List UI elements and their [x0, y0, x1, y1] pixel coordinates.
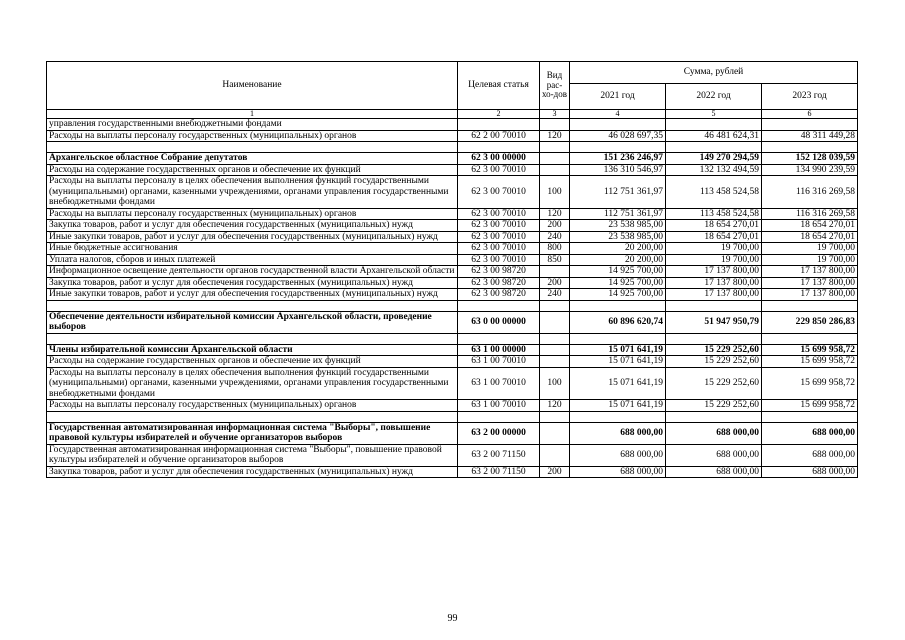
- row-sum-2022: 18 654 270,01: [666, 231, 762, 243]
- row-target-code: 63 2 00 71150: [458, 444, 540, 466]
- row-sum-2023: [762, 333, 858, 344]
- row-sum-2022: 688 000,00: [666, 422, 762, 444]
- row-sum-2022: 46 481 624,31: [666, 130, 762, 142]
- row-name: Расходы на содержание государственных органов и обеспечение их функций: [47, 164, 458, 176]
- table-row: [47, 356, 858, 368]
- row-sum-2022: 15 229 252,60: [666, 367, 762, 400]
- row-sum-2021: [570, 333, 666, 344]
- row-sum-2022: 15 229 252,60: [666, 356, 762, 368]
- row-expense-type: 120: [540, 130, 570, 142]
- row-expense-type: [540, 444, 570, 466]
- row-expense-type: [540, 422, 570, 444]
- row-name: Расходы на содержание государственных органов и обеспечение их функций: [47, 356, 458, 368]
- row-sum-2022: 113 458 524,58: [666, 208, 762, 220]
- row-expense-type: 240: [540, 231, 570, 243]
- row-target-code: [458, 142, 540, 153]
- row-sum-2021: 20 200,00: [570, 254, 666, 266]
- row-sum-2023: 688 000,00: [762, 422, 858, 444]
- row-name: Закупка товаров, работ и услуг для обеспечения государственных (муниципальных) нужд: [47, 220, 458, 232]
- row-target-code: 62 3 00 70010: [458, 254, 540, 266]
- row-sum-2023: 229 850 286,83: [762, 311, 858, 333]
- row-sum-2023: 15 699 958,72: [762, 367, 858, 400]
- row-sum-2022: 17 137 800,00: [666, 289, 762, 301]
- table-row: [47, 231, 858, 243]
- row-name: Государственная автоматизированная информационная система "Выборы", повышение правовой культуры избирателей и обучение организаторов выборов: [47, 422, 458, 444]
- row-target-code: 63 2 00 71150: [458, 466, 540, 478]
- row-expense-type: 800: [540, 243, 570, 255]
- table-row: [47, 333, 858, 344]
- page-number: 99: [447, 613, 458, 624]
- header-2023: 2023 год: [762, 84, 858, 110]
- row-name: Расходы на выплаты персоналу в целях обеспечения выполнения функций государственными (муниципальными) органами, казенными учреждениями, органами управления государственными внебюджетными фондами: [47, 176, 458, 209]
- row-sum-2022: 149 270 294,59: [666, 153, 762, 165]
- row-sum-2021: [570, 142, 666, 153]
- col-index: 6: [762, 110, 858, 119]
- row-name: [47, 411, 458, 422]
- row-name: Члены избирательной комиссии Архангельской области: [47, 344, 458, 356]
- row-target-code: 63 1 00 70010: [458, 367, 540, 400]
- row-sum-2022: 18 654 270,01: [666, 220, 762, 232]
- row-target-code: 63 1 00 70010: [458, 356, 540, 368]
- row-sum-2023: 48 311 449,28: [762, 130, 858, 142]
- table-row: [47, 142, 858, 153]
- header-target: Целевая статья: [458, 62, 540, 110]
- row-sum-2021: 14 925 700,00: [570, 289, 666, 301]
- row-name: Расходы на выплаты персоналу в целях обеспечения выполнения функций государственными (муниципальными) органами, казенными учреждениями, органами управления государственными внебюджетными фондами: [47, 367, 458, 400]
- table-row: [47, 344, 858, 356]
- row-sum-2022: [666, 333, 762, 344]
- row-sum-2022: 51 947 950,79: [666, 311, 762, 333]
- row-sum-2022: 19 700,00: [666, 243, 762, 255]
- table-row: [47, 153, 858, 165]
- row-sum-2021: 14 925 700,00: [570, 277, 666, 289]
- row-sum-2022: [666, 411, 762, 422]
- row-target-code: [458, 411, 540, 422]
- table-row: [47, 466, 858, 478]
- row-sum-2023: [762, 142, 858, 153]
- table-row: [47, 411, 858, 422]
- header-2022: 2022 год: [666, 84, 762, 110]
- row-sum-2023: 15 699 958,72: [762, 400, 858, 412]
- row-sum-2021: 23 538 985,00: [570, 220, 666, 232]
- row-target-code: 63 1 00 70010: [458, 400, 540, 412]
- row-sum-2021: [570, 119, 666, 131]
- col-index: 5: [666, 110, 762, 119]
- row-sum-2023: 17 137 800,00: [762, 266, 858, 278]
- table-row: [47, 266, 858, 278]
- row-expense-type: [540, 333, 570, 344]
- row-target-code: 62 3 00 70010: [458, 176, 540, 209]
- row-sum-2022: [666, 142, 762, 153]
- row-expense-type: [540, 300, 570, 311]
- row-name: Закупка товаров, работ и услуг для обеспечения государственных (муниципальных) нужд: [47, 277, 458, 289]
- row-sum-2023: 18 654 270,01: [762, 231, 858, 243]
- row-sum-2023: 152 128 039,59: [762, 153, 858, 165]
- row-sum-2023: 116 316 269,58: [762, 176, 858, 209]
- table-row: [47, 164, 858, 176]
- row-target-code: [458, 300, 540, 311]
- row-name: Расходы на выплаты персоналу государственных (муниципальных) органов: [47, 400, 458, 412]
- table-row: [47, 130, 858, 142]
- row-sum-2023: 19 700,00: [762, 243, 858, 255]
- row-sum-2021: 151 236 246,97: [570, 153, 666, 165]
- column-index-row: [47, 110, 858, 119]
- row-expense-type: [540, 411, 570, 422]
- table-row: [47, 289, 858, 301]
- table-row: [47, 367, 858, 400]
- row-expense-type: [540, 142, 570, 153]
- row-sum-2023: 688 000,00: [762, 444, 858, 466]
- table-row: [47, 208, 858, 220]
- row-expense-type: [540, 153, 570, 165]
- row-name: [47, 142, 458, 153]
- row-expense-type: 850: [540, 254, 570, 266]
- row-target-code: 62 3 00 98720: [458, 289, 540, 301]
- table-row: [47, 300, 858, 311]
- row-name: Государственная автоматизированная информационная система "Выборы", повышение правовой культуры избирателей и обучение организаторов выборов: [47, 444, 458, 466]
- row-target-code: 63 1 00 00000: [458, 344, 540, 356]
- row-target-code: 63 2 00 00000: [458, 422, 540, 444]
- row-sum-2021: [570, 300, 666, 311]
- row-sum-2021: 688 000,00: [570, 422, 666, 444]
- row-sum-2021: 46 028 697,35: [570, 130, 666, 142]
- row-name: Закупка товаров, работ и услуг для обеспечения государственных (муниципальных) нужд: [47, 466, 458, 478]
- row-sum-2022: [666, 300, 762, 311]
- table-row: [47, 311, 858, 333]
- table-row: [47, 400, 858, 412]
- row-name: Расходы на выплаты персоналу государственных (муниципальных) органов: [47, 208, 458, 220]
- row-sum-2023: 17 137 800,00: [762, 277, 858, 289]
- row-sum-2023: [762, 411, 858, 422]
- row-sum-2023: 19 700,00: [762, 254, 858, 266]
- row-name: Иные закупки товаров, работ и услуг для обеспечения государственных (муниципальных) нужд: [47, 231, 458, 243]
- row-name: [47, 300, 458, 311]
- row-sum-2022: 688 000,00: [666, 466, 762, 478]
- row-sum-2023: 17 137 800,00: [762, 289, 858, 301]
- row-expense-type: [540, 266, 570, 278]
- row-expense-type: 200: [540, 277, 570, 289]
- row-target-code: [458, 333, 540, 344]
- row-sum-2023: 18 654 270,01: [762, 220, 858, 232]
- row-sum-2021: 15 071 641,19: [570, 356, 666, 368]
- row-target-code: 62 3 00 70010: [458, 164, 540, 176]
- col-index: 2: [458, 110, 540, 119]
- row-expense-type: [540, 119, 570, 131]
- row-sum-2021: [570, 411, 666, 422]
- row-sum-2023: [762, 300, 858, 311]
- row-sum-2021: 688 000,00: [570, 444, 666, 466]
- table-row: [47, 444, 858, 466]
- row-target-code: 62 2 00 70010: [458, 130, 540, 142]
- table-row: [47, 254, 858, 266]
- row-name: Информационное освещение деятельности органов государственной власти Архангельской области: [47, 266, 458, 278]
- row-sum-2022: 15 229 252,60: [666, 344, 762, 356]
- table-row: [47, 277, 858, 289]
- row-target-code: [458, 119, 540, 131]
- row-sum-2022: 113 458 524,58: [666, 176, 762, 209]
- row-target-code: 62 3 00 70010: [458, 231, 540, 243]
- row-sum-2021: 112 751 361,97: [570, 208, 666, 220]
- row-expense-type: [540, 311, 570, 333]
- row-sum-2022: [666, 119, 762, 131]
- row-sum-2021: 688 000,00: [570, 466, 666, 478]
- row-sum-2023: 15 699 958,72: [762, 356, 858, 368]
- row-sum-2022: 132 132 494,59: [666, 164, 762, 176]
- row-name: управления государственными внебюджетными фондами: [47, 119, 458, 131]
- row-expense-type: [540, 356, 570, 368]
- row-sum-2023: 15 699 958,72: [762, 344, 858, 356]
- table-row: [47, 176, 858, 209]
- header-sum: Сумма, рублей: [570, 62, 858, 84]
- row-name: Уплата налогов, сборов и иных платежей: [47, 254, 458, 266]
- header-name: Наименование: [47, 62, 458, 110]
- row-sum-2022: 17 137 800,00: [666, 266, 762, 278]
- row-sum-2022: 688 000,00: [666, 444, 762, 466]
- row-expense-type: 100: [540, 176, 570, 209]
- row-sum-2021: 23 538 985,00: [570, 231, 666, 243]
- row-sum-2021: 112 751 361,97: [570, 176, 666, 209]
- row-target-code: 63 0 00 00000: [458, 311, 540, 333]
- row-target-code: 62 3 00 70010: [458, 243, 540, 255]
- row-sum-2021: 15 071 641,19: [570, 367, 666, 400]
- row-expense-type: 200: [540, 220, 570, 232]
- row-expense-type: [540, 164, 570, 176]
- row-expense-type: 120: [540, 400, 570, 412]
- row-sum-2021: 14 925 700,00: [570, 266, 666, 278]
- row-sum-2023: 134 990 239,59: [762, 164, 858, 176]
- row-target-code: 62 3 00 70010: [458, 208, 540, 220]
- table-row: [47, 243, 858, 255]
- table-row: [47, 422, 858, 444]
- row-expense-type: 240: [540, 289, 570, 301]
- row-name: Иные закупки товаров, работ и услуг для обеспечения государственных (муниципальных) нужд: [47, 289, 458, 301]
- table-row: [47, 220, 858, 232]
- row-sum-2022: 15 229 252,60: [666, 400, 762, 412]
- budget-table: [46, 61, 858, 478]
- col-index: 3: [540, 110, 570, 119]
- row-sum-2023: 688 000,00: [762, 466, 858, 478]
- header-vid: Вид рас-хо-дов: [540, 62, 570, 110]
- header-2021: 2021 год: [570, 84, 666, 110]
- row-name: Расходы на выплаты персоналу государственных (муниципальных) органов: [47, 130, 458, 142]
- row-sum-2021: 15 071 641,19: [570, 400, 666, 412]
- row-expense-type: 200: [540, 466, 570, 478]
- row-sum-2023: 116 316 269,58: [762, 208, 858, 220]
- row-target-code: 62 3 00 00000: [458, 153, 540, 165]
- row-name: Архангельское областное Собрание депутатов: [47, 153, 458, 165]
- row-target-code: 62 3 00 98720: [458, 277, 540, 289]
- row-name: [47, 333, 458, 344]
- row-expense-type: [540, 344, 570, 356]
- col-index: 4: [570, 110, 666, 119]
- row-name: Обеспечение деятельности избирательной комиссии Архангельской области, проведение выборов: [47, 311, 458, 333]
- row-expense-type: 120: [540, 208, 570, 220]
- row-target-code: 62 3 00 70010: [458, 220, 540, 232]
- table-row: [47, 119, 858, 131]
- row-sum-2021: 15 071 641,19: [570, 344, 666, 356]
- row-sum-2021: 136 310 546,97: [570, 164, 666, 176]
- row-name: Иные бюджетные ассигнования: [47, 243, 458, 255]
- col-index: 1: [47, 110, 458, 119]
- row-sum-2022: 19 700,00: [666, 254, 762, 266]
- row-sum-2022: 17 137 800,00: [666, 277, 762, 289]
- row-expense-type: 100: [540, 367, 570, 400]
- row-target-code: 62 3 00 98720: [458, 266, 540, 278]
- row-sum-2021: 20 200,00: [570, 243, 666, 255]
- row-sum-2023: [762, 119, 858, 131]
- row-sum-2021: 60 896 620,74: [570, 311, 666, 333]
